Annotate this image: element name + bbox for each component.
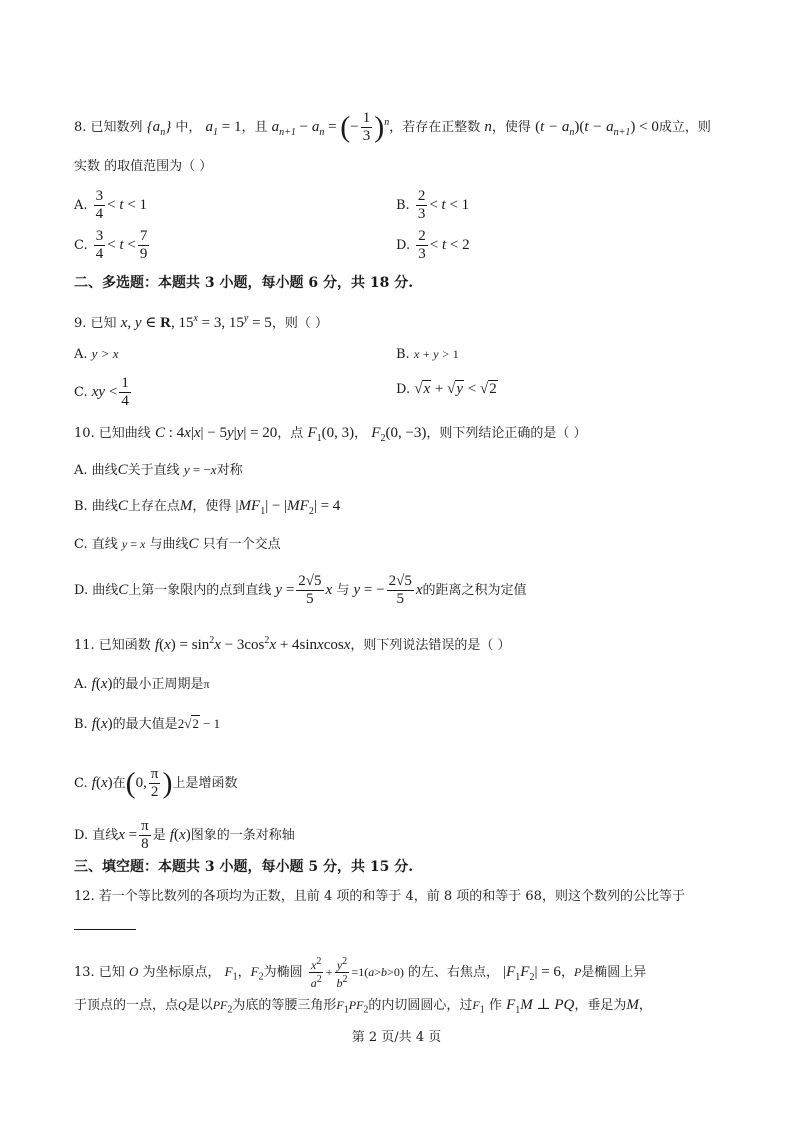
q8-stem-a: 8. 已知数列 <box>74 119 143 135</box>
q9-option-d[interactable]: D. √x + √y < √2 <box>396 381 497 397</box>
q8-inequality: $(t - a_n)(t - a_{n+1}) < 0$ <box>535 118 659 138</box>
q11-stem: 11. 已知函数 $f(x) = \sin^2x - 3\cos^2x$ + 4sinxcosx，则下列说法错误的是（ ） <box>74 635 511 653</box>
q11-option-d[interactable]: D. 直线x = $\frac{\pi}{8}$ 是 f(x)图象的一条对称轴 <box>74 818 295 852</box>
q8-stem-e: ，使得 <box>491 119 531 135</box>
q12-answer-blank[interactable] <box>74 918 136 936</box>
q8-stem-d: ，若存在正整数 <box>389 119 481 135</box>
q10-stem: 10. 已知曲线 C : 4x|x| − 5y|y| = 20，点 $F_1(0$, 3)， $F_2(0$, −3)，则下列结论正确的是（ ） <box>74 425 587 444</box>
q12-stem: 12. 若一个等比数列的各项均为正数，且前 4 项的和等于 4，前 8 项的和等于 68，则这个数列的公比等于 <box>74 889 685 904</box>
q8-recurrence: $a_{n+1} - a_n$ = (− $\frac{1}{3}$ )$^n$ <box>271 110 390 144</box>
q13-line2: 于顶点的一点，点Q是以$PF_2$为底的等腰三角形$F_1PF_2$的内切圆圆心，过$F_1$ 作 $F_1M$ ⊥ PQ，垂足为M， <box>74 997 652 1016</box>
q13-line1: 13. 已知 O 为坐标原点， $F_1$，$F_2$为椭圆 $\frac{x^2}{a^2}$ + $\frac{y^2}{b^2}$ =1(a>b>0) 的左、右焦点， $|F_1F_2| = 6$，P是椭圆上异 <box>74 956 647 990</box>
q8-stem <box>74 110 711 145</box>
q8-seq-an: $\{a_n\}$ <box>146 118 172 138</box>
q9-option-a[interactable]: A. y > x <box>74 346 119 362</box>
q10-option-b[interactable]: B. 曲线C上存在点M，使得 $|MF_1| - |MF_2| = 4$ <box>74 498 341 517</box>
q10-option-d[interactable]: D. 曲线C上第一象限内的点到直线 y = $\frac{2√5}{5}$ x 与 y = − $\frac{2√5}{5}$ x的距离之积为定值 <box>74 573 527 607</box>
q8-stem-c: ，且 <box>241 119 268 135</box>
q10-option-a[interactable]: A. 曲线C关于直线 y = −x对称 <box>74 462 243 478</box>
q8-option-d[interactable]: D. $\frac{2}{3}$ < t < 2 <box>396 228 470 262</box>
q9-option-c[interactable]: C. xy < $\frac{1}{4}$ <box>74 375 129 409</box>
q8-option-a[interactable]: A. $\frac{3}{4}$ < t < 1 <box>74 188 148 222</box>
q8-n: n <box>484 118 492 135</box>
q11-option-c[interactable]: C. f(x)在(0, $\frac{\pi}{2}$ )上是增函数 <box>74 766 238 800</box>
q11-option-b[interactable]: B. f(x)的最大值是2√2 − 1 <box>74 716 221 732</box>
section-3-title: 三、填空题：本题共 3 小题，每小题 5 分，共 15 分. <box>74 859 414 875</box>
q8-option-b[interactable]: B. $\frac{2}{3}$ < t < 1 <box>396 188 470 222</box>
q9-stem: 9. 已知 x, y ∈ R, 15$^x$ = 3, 15$^y$ = 5，则（ ） <box>74 313 328 331</box>
q11-option-a[interactable]: A. f(x)的最小正周期是π <box>74 676 210 692</box>
q8-stem-b: 中， <box>175 119 202 135</box>
q10-option-c[interactable]: C. 直线 y = x 与曲线C 只有一个交点 <box>74 536 281 552</box>
q8-option-c[interactable]: C. $\frac{3}{4}$ < t < $\frac{7}{9}$ <box>74 228 148 262</box>
q8-stem-f: 成立，则 <box>658 119 711 135</box>
q8-line2: 实数 的取值范围为（ ） <box>74 159 213 174</box>
page-footer: 第 2 页/共 4 页 <box>351 1030 442 1045</box>
section-2-title: 二、多选题：本题共 3 小题，每小题 6 分，共 18 分. <box>74 275 414 291</box>
q9-option-b[interactable]: B. x + y > 1 <box>396 347 459 362</box>
q8-a1: $a_1 = 1$ <box>205 118 242 138</box>
